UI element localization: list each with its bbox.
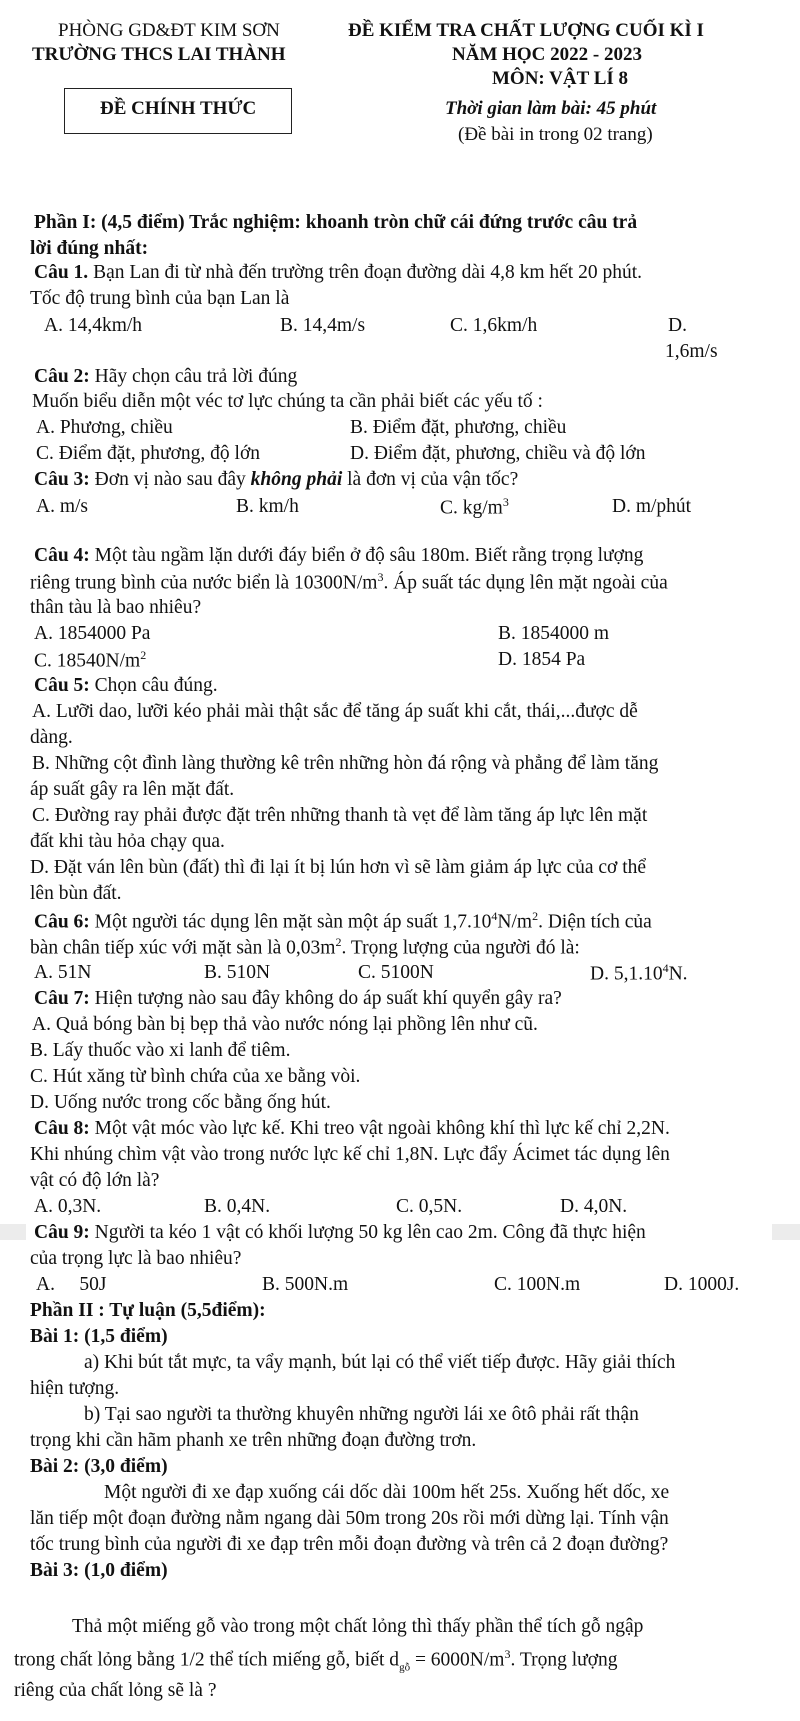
q6-text-mid: N/m (497, 911, 533, 933)
q1-option-c: C. 1,6km/h (450, 315, 538, 336)
school-year: NĂM HỌC 2022 - 2023 (452, 44, 642, 65)
q1-option-b: B. 14,4m/s (280, 315, 366, 336)
bai2-text: Một người đi xe đạp xuống cái dốc dài 100m hết 25s. Xuống hết dốc, xe (104, 1482, 670, 1503)
q4-label: Câu 4: (34, 545, 90, 566)
bai3-text: Thả một miếng gỗ vào trong một chất lỏng thì thấy phần thể tích gỗ ngập (72, 1616, 644, 1637)
bai3-text-l2-sub: gỗ (399, 1661, 411, 1674)
q6-text-sup1: 4 (491, 909, 498, 923)
q8-text-cont: Khi nhúng chìm vật vào trong nước lực kế chỉ 1,8N. Lực đẩy Ácimet tác dụng lên (30, 1144, 670, 1165)
q4-text-l2-sup: 3 (377, 570, 384, 584)
q2-option-d: D. Điểm đặt, phương, chiều và độ lớn (350, 443, 646, 464)
exam-title: ĐỀ KIỂM TRA CHẤT LƯỢNG CUỐI KÌ I (348, 20, 704, 41)
bai3-text-l2: trong chất lỏng bằng 1/2 thể tích miếng gỗ, biết d (14, 1649, 400, 1671)
q3-text-pre: Đơn vị nào sau đây (89, 469, 251, 490)
q5-label: Câu 5: (34, 675, 90, 696)
q6-option-d-sup: 4 (662, 961, 669, 975)
q3-option-d: D. m/phút (612, 496, 692, 517)
q4-option-c-sup: 2 (140, 648, 147, 662)
q4-option-c (34, 649, 146, 673)
bai3-text-l2-mid: = 6000N/m (410, 1649, 505, 1671)
q7-option-b: B. Lấy thuốc vào xi lanh để tiêm. (30, 1040, 291, 1061)
q5-option-c: C. Đường ray phải được đặt trên những thanh tà vẹt để làm tăng áp lực lên mặt (32, 805, 648, 826)
exam-time: Thời gian làm bài: 45 phút (445, 98, 657, 119)
q6-label: Câu 6: (34, 911, 90, 933)
question-2 (34, 366, 297, 388)
question-8 (34, 1118, 670, 1140)
q3-option-c-sup: 3 (502, 495, 509, 509)
q6-text: Một người tác dụng lên mặt sàn một áp suất 1,7.10 (89, 911, 492, 933)
q4-text-l2: riêng trung bình của nước biển là 10300N/m (30, 572, 378, 594)
q8-text: Một vật móc vào lực kế. Khi treo vật ngoài không khí thì lực kế chỉ 2,2N. (89, 1118, 670, 1139)
part1-title-cont: lời đúng nhất: (30, 238, 149, 259)
q1-option-d: D. (668, 315, 687, 336)
q3-option-c (440, 496, 509, 520)
question-7 (34, 988, 562, 1010)
q2-text: Hãy chọn câu trả lời đúng (89, 366, 298, 387)
question-3 (34, 469, 518, 491)
q6-option-b: B. 510N (204, 962, 271, 983)
bai1-a: a) Khi bút tắt mực, ta vẩy mạnh, bút lại có thể viết tiếp được. Hãy giải thích (84, 1352, 676, 1373)
q3-label: Câu 3: (34, 469, 90, 490)
q9-option-b: B. 500N.m (262, 1274, 349, 1295)
q8-option-a: A. 0,3N. (34, 1196, 102, 1217)
q2-option-c: C. Điểm đặt, phương, độ lớn (36, 443, 261, 464)
page-break-mark-right (772, 1224, 800, 1240)
bai2-title: Bài 2: (3,0 điểm) (30, 1456, 168, 1477)
question-5 (34, 675, 218, 697)
q6-option-d-text: D. 5,1.10 (590, 963, 663, 985)
q4-text: Một tàu ngầm lặn dưới đáy biển ở độ sâu 180m. Biết rằng trọng lượng (89, 545, 644, 566)
q1-label: Câu 1. (34, 262, 89, 283)
q6-text-l2-post: . Trọng lượng của người đó là: (341, 937, 580, 959)
q4-option-b: B. 1854000 m (498, 623, 610, 644)
q9-option-a: A. 50J (36, 1274, 107, 1295)
q2-option-a: A. Phương, chiều (36, 417, 173, 438)
question-6 (34, 910, 652, 934)
q7-option-c: C. Hút xăng từ bình chứa của xe bằng vòi. (30, 1066, 361, 1087)
question-4 (34, 545, 643, 567)
page-count-note: (Đề bài in trong 02 trang) (458, 124, 653, 145)
q5-option-a-cont: dàng. (30, 727, 73, 748)
q8-option-c: C. 0,5N. (396, 1196, 463, 1217)
q5-option-c-cont: đất khi tàu hỏa chạy qua. (30, 831, 225, 852)
q8-option-d: D. 4,0N. (560, 1196, 628, 1217)
q3-option-b: B. km/h (236, 496, 299, 517)
q6-text-cont (30, 936, 580, 960)
q7-option-a: A. Quả bóng bàn bị bẹp thả vào nước nóng lại phồng lên như cũ. (32, 1014, 538, 1035)
page-break-mark-left (0, 1224, 26, 1240)
bai3-text-l2-post: . Trọng lượng (510, 1649, 618, 1671)
q5-option-b: B. Những cột đình làng thường kê trên những hòn đá rộng và phẳng để làm tăng (32, 753, 659, 774)
q4-option-c-text: C. 18540N/m (34, 650, 141, 672)
bai3-title: Bài 3: (1,0 điểm) (30, 1560, 168, 1581)
q6-text-l2-sup: 2 (335, 935, 342, 949)
q1-option-a: A. 14,4km/h (44, 315, 143, 336)
bai3-text-l3: riêng của chất lỏng sẽ là ? (14, 1680, 217, 1701)
q5-option-d: D. Đặt ván lên bùn (đất) thì đi lại ít bị lún hơn vì sẽ làm giảm áp lực của cơ thể (30, 857, 647, 878)
bai1-a-cont: hiện tượng. (30, 1378, 120, 1399)
q4-option-d: D. 1854 Pa (498, 649, 586, 670)
q8-label: Câu 8: (34, 1118, 90, 1139)
q6-text-l2: bàn chân tiếp xúc với mặt sàn là 0,03m (30, 937, 336, 959)
bai1-b: b) Tại sao người ta thường khuyên những người lái xe ôtô phải rất thận (84, 1404, 639, 1425)
q4-text-l3: thân tàu là bao nhiêu? (30, 597, 202, 618)
question-9 (34, 1222, 646, 1244)
q5-text: Chọn câu đúng. (89, 675, 218, 696)
bai2-text-cont: lăn tiếp một đoạn đường nằm ngang dài 50m trong 20s rồi mới dừng lại. Tính vận (30, 1508, 669, 1529)
q1-text-cont: Tốc độ trung bình của bạn Lan là (30, 288, 290, 309)
q4-option-a: A. 1854000 Pa (34, 623, 151, 644)
q7-label: Câu 7: (34, 988, 90, 1009)
q2-label: Câu 2: (34, 366, 90, 387)
q9-text: Người ta kéo 1 vật có khối lượng 50 kg lên cao 2m. Công đã thực hiện (89, 1222, 646, 1243)
q6-option-d-post: N. (668, 963, 688, 985)
part2-title: Phần II : Tự luận (5,5điểm): (30, 1300, 266, 1321)
q1-text: Bạn Lan đi từ nhà đến trường trên đoạn đường dài 4,8 km hết 20 phút. (88, 262, 643, 283)
q1-option-d-value: 1,6m/s (665, 341, 718, 362)
question-1 (34, 262, 642, 284)
subject: MÔN: VẬT LÍ 8 (492, 68, 629, 89)
q4-text-cont (30, 571, 668, 595)
q6-option-a: A. 51N (34, 962, 92, 983)
q5-option-d-cont: lên bùn đất. (30, 883, 122, 904)
q6-option-c: C. 5100N (358, 962, 434, 983)
q5-option-a: A. Lưỡi dao, lưỡi kéo phải mài thật sắc để tăng áp suất khi cắt, thái,...được dễ (32, 701, 638, 722)
q8-text-l3: vật có độ lớn là? (30, 1170, 160, 1191)
school-name: TRƯỜNG THCS LAI THÀNH (32, 44, 286, 65)
q6-text-post: . Diện tích của (538, 911, 652, 933)
q3-text-emphasis: không phải (250, 469, 343, 490)
bai2-text-l3: tốc trung bình của người đi xe đạp trên mỗi đoạn đường và trên cả 2 đoạn đường? (30, 1534, 669, 1555)
q9-option-c: C. 100N.m (494, 1274, 581, 1295)
q2-option-b: B. Điểm đặt, phương, chiều (350, 417, 567, 438)
bai1-b-cont: trọng khi cần hãm phanh xe trên những đoạn đường trơn. (30, 1430, 477, 1451)
q9-text-cont: của trọng lực là bao nhiêu? (30, 1248, 242, 1269)
q3-text-post: là đơn vị của vận tốc? (342, 469, 519, 490)
q3-option-c-text: C. kg/m (440, 497, 503, 519)
part1-title: Phần I: (4,5 điểm) Trắc nghiệm: khoanh tròn chữ cái đứng trước câu trả (34, 212, 638, 233)
q9-label: Câu 9: (34, 1222, 90, 1243)
q2-text-cont: Muốn biểu diễn một véc tơ lực chúng ta cần phải biết các yếu tố : (32, 391, 543, 412)
bai3-text-cont (14, 1648, 618, 1674)
q4-text-l2-post: . Áp suất tác dụng lên mặt ngoài của (383, 572, 668, 594)
official-label: ĐỀ CHÍNH THỨC (100, 98, 257, 119)
department-name: PHÒNG GD&ĐT KIM SƠN (58, 20, 280, 41)
q7-option-d: D. Uống nước trong cốc bằng ống hút. (30, 1092, 331, 1113)
q5-option-b-cont: áp suất gây ra lên mặt đất. (30, 779, 235, 800)
q9-option-d: D. 1000J. (664, 1274, 740, 1295)
bai1-title: Bài 1: (1,5 điểm) (30, 1326, 168, 1347)
bai3-text-l2-sup: 3 (504, 1647, 511, 1661)
q3-option-a: A. m/s (36, 496, 89, 517)
q7-text: Hiện tượng nào sau đây không do áp suất khí quyển gây ra? (89, 988, 562, 1009)
q8-option-b: B. 0,4N. (204, 1196, 271, 1217)
q6-text-sup2: 2 (532, 909, 539, 923)
q6-option-d (590, 962, 688, 986)
